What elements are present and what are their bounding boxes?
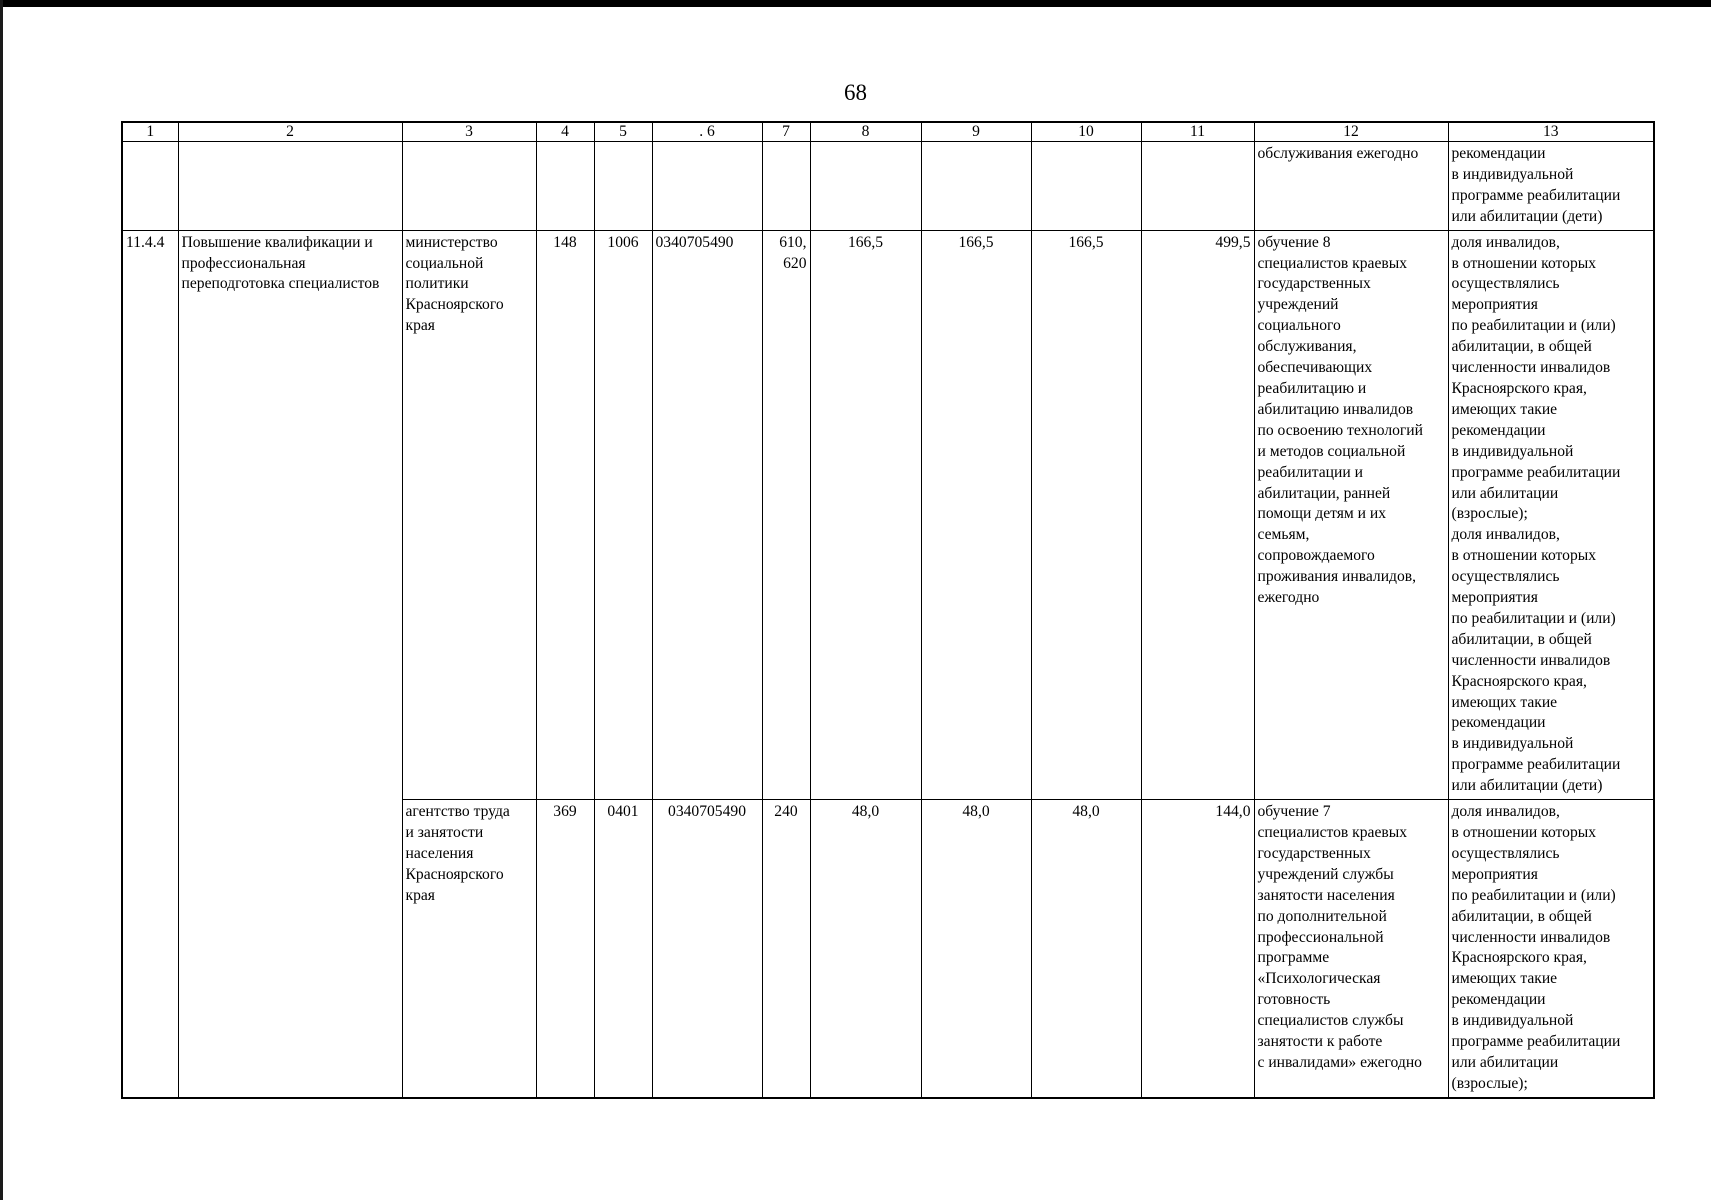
empty-cell: [652, 142, 762, 231]
header-cell: 13: [1448, 122, 1654, 142]
executor-cell: министерство социальной политики Красноярского края: [402, 230, 536, 799]
header-cell: 8: [810, 122, 921, 142]
empty-cell: [1141, 142, 1254, 231]
header-cell: . 6: [652, 122, 762, 142]
scan-edge-left: [0, 0, 3, 1200]
csr-cell: 0340705490: [652, 230, 762, 799]
empty-cell: [1031, 142, 1141, 231]
year2-cell: 48,0: [921, 800, 1031, 1098]
table-row-continuation: [122, 142, 1654, 231]
header-cell: 9: [921, 122, 1031, 142]
empty-cell: [402, 142, 536, 231]
year1-cell: 166,5: [810, 230, 921, 799]
grbs-cell: 369: [536, 800, 594, 1098]
empty-cell: [178, 142, 402, 231]
table-row-11-4-4: [122, 230, 1654, 799]
year3-cell: 166,5: [1031, 230, 1141, 799]
header-cell: 12: [1254, 122, 1448, 142]
item-number-cell: 11.4.4: [122, 230, 178, 1098]
empty-cell: [594, 142, 652, 231]
year2-cell: 166,5: [921, 230, 1031, 799]
header-cell: 3: [402, 122, 536, 142]
indicator-cell: доля инвалидов, в отношении которых осуществлялись мероприятия по реабилитации и (или) абилитации, в общей численности инвалидов Красноярского края, имеющих такие рекомендации в индивидуальной программе реабилитации или абилитации (взрослые); доля инвалидов, в отношении которых осуществлялись мероприятия по реабилитации и (или) абилитации, в общей численности инвалидов Красноярского края, имеющих такие рекомендации в индивидуальной программе реабилитации или абилитации (дети): [1448, 230, 1654, 799]
scan-edge-top: [0, 0, 1711, 7]
rzpr-cell: 0401: [594, 800, 652, 1098]
csr-cell: 0340705490: [652, 800, 762, 1098]
result-cell: обучение 8 специалистов краевых государственных учреждений социального обслуживания, обеспечивающих реабилитацию и абилитацию инвалидов по освоению технологий и методов социальной реабилитации и абилитации, ранней помощи детям и их семьям, сопровождаемого проживания инвалидов, ежегодно: [1254, 230, 1448, 799]
empty-cell: [921, 142, 1031, 231]
table-header-row: [122, 122, 1654, 142]
total-cell: 144,0: [1141, 800, 1254, 1098]
result-cell: обучение 7 специалистов краевых государственных учреждений службы занятости населения по дополнительной профессиональной программе «Психологическая готовность специалистов службы занятости к работе с инвалидами» ежегодно: [1254, 800, 1448, 1098]
indicator-cell: доля инвалидов, в отношении которых осуществлялись мероприятия по реабилитации и (или) абилитации, в общей численности инвалидов Красноярского края, имеющих такие рекомендации в индивидуальной программе реабилитации или абилитации (взрослые);: [1448, 800, 1654, 1098]
page-number: 68: [844, 80, 867, 105]
empty-cell: [122, 142, 178, 231]
grbs-cell: 148: [536, 230, 594, 799]
year1-cell: 48,0: [810, 800, 921, 1098]
header-cell: 11: [1141, 122, 1254, 142]
empty-cell: [810, 142, 921, 231]
header-cell: 7: [762, 122, 810, 142]
header-cell: 5: [594, 122, 652, 142]
vr-cell: 610, 620: [762, 230, 810, 799]
total-cell: 499,5: [1141, 230, 1254, 799]
indicator-cell: рекомендации в индивидуальной программе реабилитации или абилитации (дети): [1448, 142, 1654, 231]
item-name-cell: Повышение квалификации и профессиональная переподготовка специалистов: [178, 230, 402, 1098]
year3-cell: 48,0: [1031, 800, 1141, 1098]
empty-cell: [536, 142, 594, 231]
result-cell: обслуживания ежегодно: [1254, 142, 1448, 231]
header-cell: 4: [536, 122, 594, 142]
executor-cell: агентство труда и занятости населения Красноярского края: [402, 800, 536, 1098]
program-table: [121, 121, 1655, 1099]
empty-cell: [762, 142, 810, 231]
header-cell: 1: [122, 122, 178, 142]
rzpr-cell: 1006: [594, 230, 652, 799]
vr-cell: 240: [762, 800, 810, 1098]
header-cell: 2: [178, 122, 402, 142]
header-cell: 10: [1031, 122, 1141, 142]
